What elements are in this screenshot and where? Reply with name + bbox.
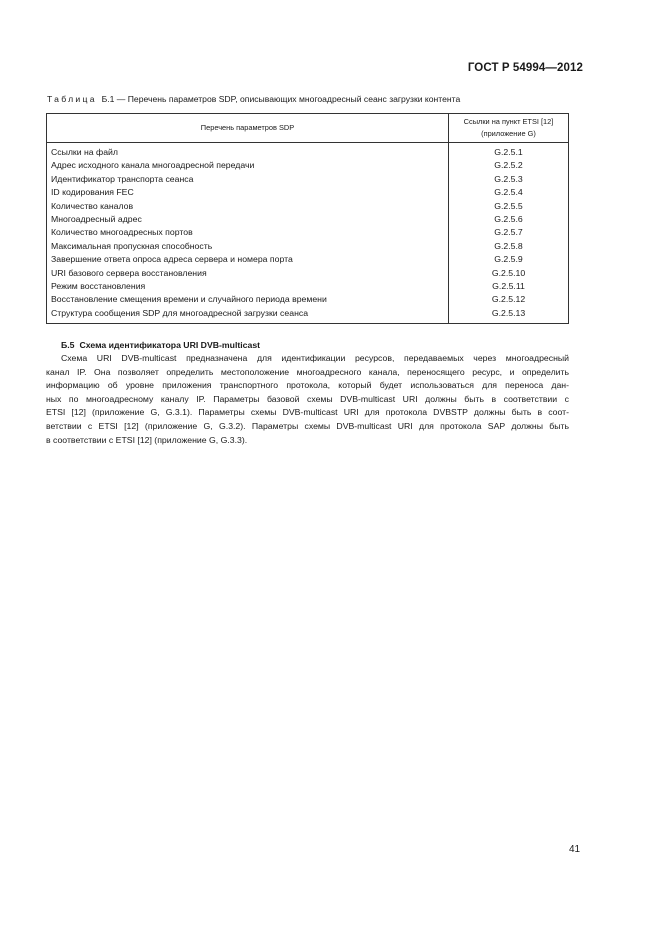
column-header-ref-line1: Ссылки на пункт ETSI [12] [463,117,554,126]
sdp-parameters-table [46,113,569,324]
param-cell: Структура сообщения SDP для многоадресной загрузки сеанса [47,307,449,324]
ref-cell: G.2.5.9 [449,253,569,266]
table-row [47,280,569,293]
param-cell: Завершение ответа опроса адреса сервера и номера порта [47,253,449,266]
table-row [47,213,569,226]
param-cell: Адрес исходного канала многоадресной передачи [47,159,449,172]
table-row [47,226,569,239]
paragraph-line: Схема URI DVB-multicast предназначена для идентификации ресурсов, передаваемых через многоадресный [61,353,569,363]
table-row [47,240,569,253]
ref-cell: G.2.5.3 [449,173,569,186]
ref-cell: G.2.5.11 [449,280,569,293]
table-row [47,143,569,160]
ref-cell: G.2.5.6 [449,213,569,226]
column-header-ref [449,114,569,143]
param-cell: Идентификатор транспорта сеанса [47,173,449,186]
page-number: 41 [569,844,581,855]
table-row [47,253,569,266]
standard-designation: ГОСТ Р 54994—2012 [467,62,583,74]
param-cell: Количество многоадресных портов [47,226,449,239]
param-cell: Ссылки на файл [47,143,449,160]
column-header-param: Перечень параметров SDP [47,114,449,143]
paragraph-line: канал IP. Она позволяет определить местоположение многоадресного канала, переносящего ресурс, и определить [46,366,569,377]
table-caption [47,94,460,104]
table-row [47,267,569,280]
column-header-ref-line2: (приложение G) [481,129,536,138]
ref-cell: G.2.5.7 [449,226,569,239]
section-paragraph [46,352,569,447]
table-row [47,307,569,324]
table-caption-text: Б.1 — Перечень параметров SDP, описывающих многоадресный сеанс загрузки контента [101,94,461,104]
table-row [47,293,569,306]
table-row [47,200,569,213]
param-cell: ID кодирования FEC [47,186,449,199]
ref-cell: G.2.5.4 [449,186,569,199]
section-title: Схема идентификатора URI DVB-multicast [79,340,261,350]
param-cell: Количество каналов [47,200,449,213]
ref-cell: G.2.5.10 [449,267,569,280]
paragraph-line: в соответствии с ETSI [12] (приложение G, G.3.3). [46,434,248,445]
table-row [47,186,569,199]
ref-cell: G.2.5.13 [449,307,569,324]
paragraph-line: ETSI [12] (приложение G, G.3.1). Параметры схемы DVB-multicast URI для протокола DVBSTP должны быть в соот- [46,407,569,418]
ref-cell: G.2.5.5 [449,200,569,213]
param-cell: Максимальная пропускная способность [47,240,449,253]
section-number: Б.5 [61,340,75,350]
paragraph-line: ветствии с ETSI [12] (приложение G, G.3.2). Параметры схемы DVB-multicast URI для протокола SAP должны быть [46,420,569,431]
ref-cell: G.2.5.8 [449,240,569,253]
table-row [47,159,569,172]
param-cell: Режим восстановления [47,280,449,293]
ref-cell: G.2.5.2 [449,159,569,172]
table-row [47,173,569,186]
param-cell: Восстановление смещения времени и случайного периода времени [47,293,449,306]
paragraph-line: ных по многоадресному каналу IP. Параметры базовой схемы DVB-multicast URI должны быть в соответствии с [46,393,569,404]
table-header-row [47,114,569,143]
param-cell: Многоадресный адрес [47,213,449,226]
paragraph-line: информацию об уровне приложения транспортного протокола, который будет использоваться для переноса дан- [46,380,569,391]
section-heading [61,340,260,350]
param-cell: URI базового сервера восстановления [47,267,449,280]
ref-cell: G.2.5.12 [449,293,569,306]
ref-cell: G.2.5.1 [449,143,569,160]
table-caption-word: Таблица [47,94,97,104]
